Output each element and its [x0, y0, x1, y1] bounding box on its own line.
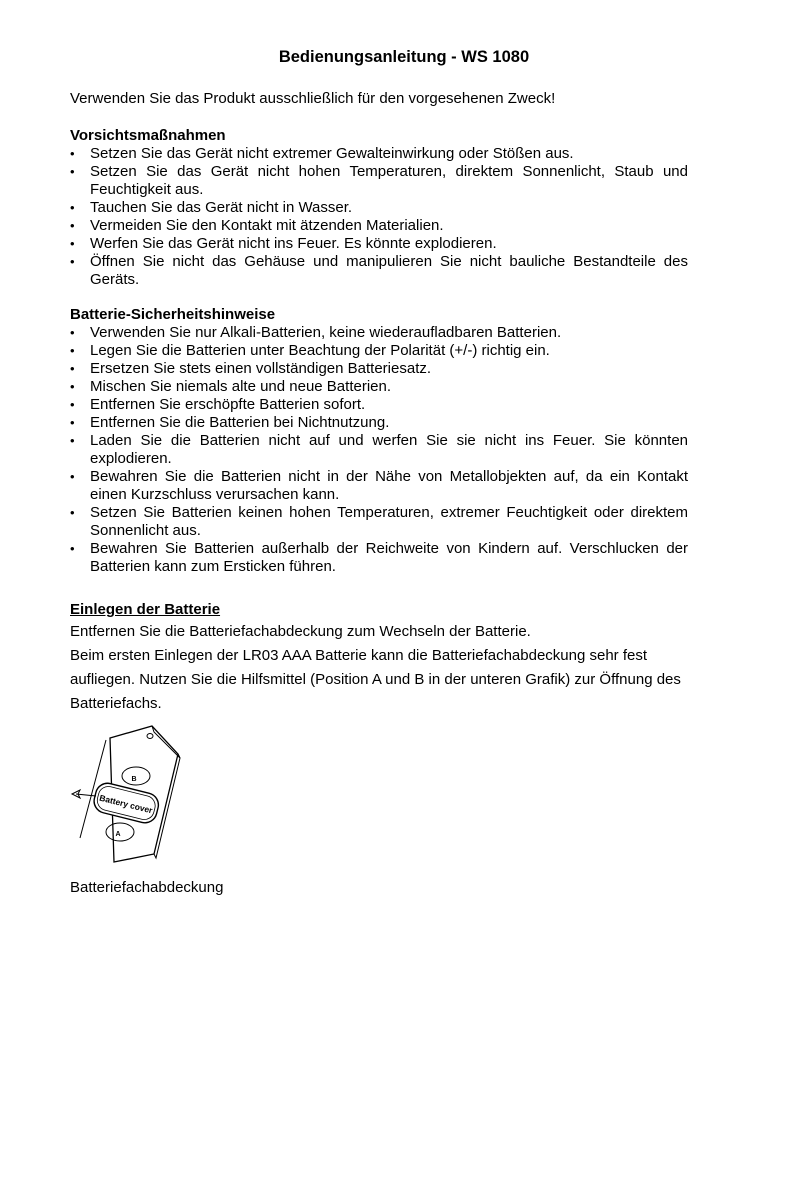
list-item: • Bewahren Sie Batterien außerhalb der Reichweite von Kindern auf. Verschlucken der Batterien kann zum Ersticken führen. [70, 540, 688, 576]
list-item: • Öffnen Sie nicht das Gehäuse und manipulieren Sie nicht bauliche Bestandteile des Geräts. [70, 253, 688, 289]
list-item: • Mischen Sie niemals alte und neue Batterien. [70, 378, 688, 396]
list-item: • Entfernen Sie die Batterien bei Nichtnutzung. [70, 414, 688, 432]
page-title: Bedienungsanleitung - WS 1080 [278, 48, 530, 66]
precautions-list [70, 145, 688, 289]
list-item: • Legen Sie die Batterien unter Beachtung der Polarität (+/-) richtig ein. [70, 342, 688, 360]
battery-safety-list [70, 324, 688, 576]
precautions-section [70, 127, 688, 289]
list-item: • Tauchen Sie das Gerät nicht in Wasser. [70, 199, 688, 217]
list-item: • Verwenden Sie nur Alkali-Batterien, keine wiederaufladbaren Batterien. [70, 324, 688, 342]
list-item: • Setzen Sie Batterien keinen hohen Temperaturen, extremer Feuchtigkeit oder direktem Sonnenlicht aus. [70, 504, 688, 540]
point-b-label: B [131, 776, 137, 783]
battery-insert-paragraph-2-line-3: Batteriefachs. [70, 695, 162, 712]
battery-cover-label: Battery cover [98, 792, 154, 816]
battery-insert-paragraph-2-line-2: aufliegen. Nutzen Sie die Hilfsmittel (Position A und B in der unteren Grafik) zur Öffnung des [70, 671, 681, 688]
battery-safety-heading: Batterie-Sicherheitshinweise [70, 306, 276, 323]
battery-insert-heading: Einlegen der Batterie [70, 601, 221, 618]
intro-text: Verwenden Sie das Produkt ausschließlich für den vorgesehenen Zweck! [70, 90, 556, 107]
list-item: • Werfen Sie das Gerät nicht ins Feuer. Es könnte explodieren. [70, 235, 688, 253]
battery-cover [92, 781, 161, 826]
battery-insert-paragraph-1: Entfernen Sie die Batteriefachabdeckung zum Wechseln der Batterie. [70, 623, 531, 640]
list-item: • Setzen Sie das Gerät nicht extremer Gewalteinwirkung oder Stößen aus. [70, 145, 688, 163]
list-item: • Entfernen Sie erschöpfte Batterien sofort. [70, 396, 688, 414]
point-a-label: A [115, 831, 121, 838]
battery-insert-section [70, 600, 710, 716]
battery-insert-paragraph-2-line-1: Beim ersten Einlegen der LR03 AAA Batterie kann die Batteriefachabdeckung sehr fest [70, 647, 648, 664]
precautions-heading: Vorsichtsmaßnahmen [70, 127, 226, 144]
battery-safety-section [70, 306, 688, 576]
list-item: • Bewahren Sie die Batterien nicht in der Nähe von Metallobjekten auf, da ein Kontakt einen Kurzschluss verursachen kann. [70, 468, 688, 504]
list-item: • Setzen Sie das Gerät nicht hohen Temperaturen, direktem Sonnenlicht, Staub und Feuchtigkeit aus. [70, 163, 688, 199]
mounting-hole-icon [147, 734, 153, 739]
list-item: • Ersetzen Sie stets einen vollständigen Batteriesatz. [70, 360, 688, 378]
list-item: • Laden Sie die Batterien nicht auf und werfen Sie sie nicht ins Feuer. Sie könnten explodieren. [70, 432, 688, 468]
list-item: • Vermeiden Sie den Kontakt mit ätzenden Materialien. [70, 217, 688, 235]
battery-cover-illustration [66, 724, 196, 864]
figure-caption: Batteriefachabdeckung [70, 879, 224, 896]
